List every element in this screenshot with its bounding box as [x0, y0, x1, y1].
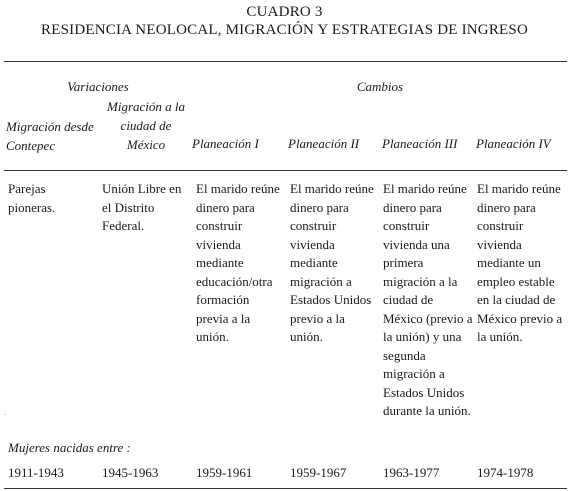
column-header-migration-mexico-city: Migración a la ciudad de México: [107, 99, 185, 152]
born-between-label: Mujeres nacidas entre :: [8, 440, 131, 455]
top-rule: [4, 61, 567, 62]
year-range-3: 1959-1961: [196, 465, 253, 480]
column-header-planeacion-3: Planeación III: [382, 136, 458, 151]
cell-planeacion-4: El marido reúne dinero para construir vivienda mediante un empleo estable en la ciudad de México previo a la unión.: [477, 181, 563, 344]
cell-planeacion-2: El marido reúne dinero para construir vivienda mediante migración a Estados Unidos previo a la unión.: [290, 181, 374, 344]
changes-group-header: Cambios: [356, 79, 404, 94]
cell-planeacion-1: El marido reúne dinero para construir vivienda mediante educación/otra formación previa a la unión.: [196, 181, 280, 344]
column-header-planeacion-1: Planeación I: [192, 136, 259, 151]
cell-migration-contepec: Parejas pioneras.: [8, 181, 56, 215]
year-range-1: 1911-1943: [8, 465, 64, 480]
cell-planeacion-3: El marido reúne dinero para construir vivienda una primera migración a la ciudad de México (previo a la unión) y una segunda migración a Estados Unidos durante la unión.: [383, 181, 473, 418]
column-header-planeacion-2: Planeación II: [288, 136, 360, 151]
year-range-5: 1963-1977: [383, 465, 440, 480]
year-range-4: 1959-1967: [290, 465, 347, 480]
year-range-6: 1974-1978: [477, 465, 534, 480]
column-header-planeacion-4: Planeación IV: [476, 136, 551, 151]
year-range-2: 1945-1963: [102, 465, 159, 480]
table-number: CUADRO 3: [246, 4, 323, 20]
bottom-rule: [4, 488, 567, 489]
variations-group-header: Variaciones: [67, 79, 129, 94]
cell-migration-mexico-city: Unión Libre en el Distrito Federal.: [102, 181, 182, 233]
header-rule: [4, 170, 567, 171]
column-header-migration-contepec: Migración desde Contepec: [6, 119, 94, 153]
table-title: RESIDENCIA NEOLOCAL, MIGRACIÓN Y ESTRATEGIAS DE INGRESO: [41, 22, 528, 38]
margin-dot: .: [4, 408, 6, 417]
